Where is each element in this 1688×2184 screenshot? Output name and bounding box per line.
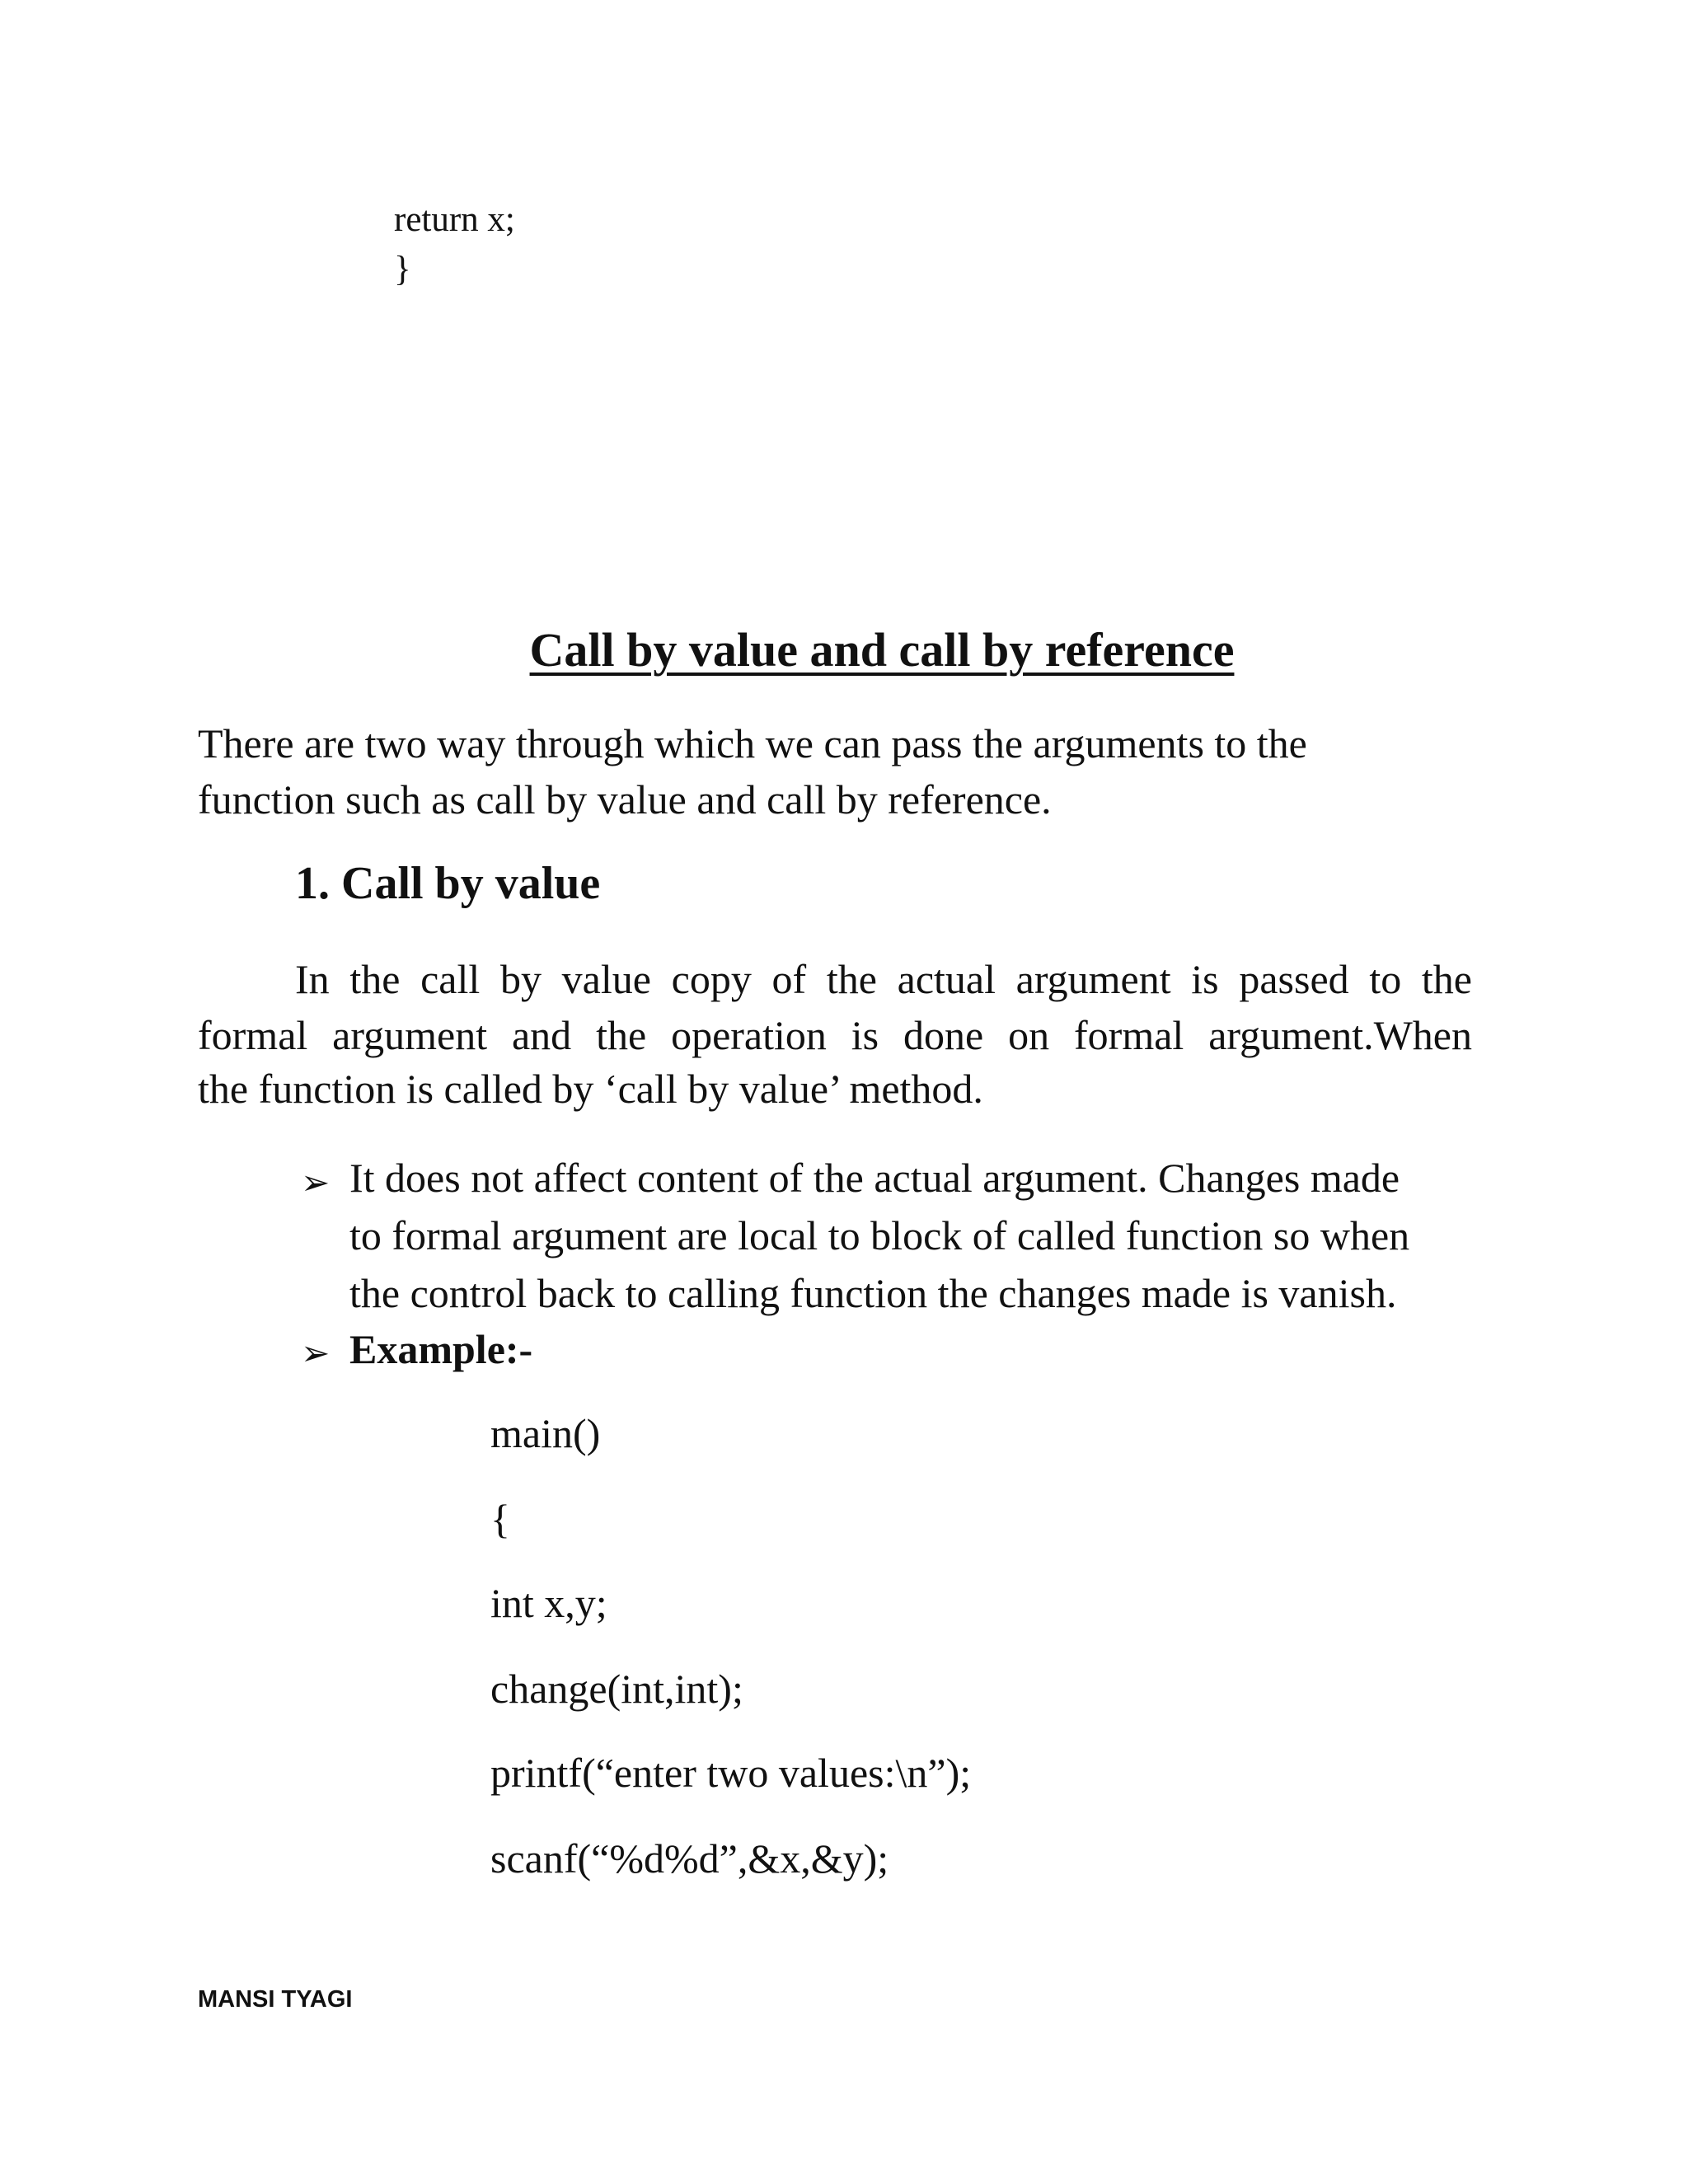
section-heading: Call by value and call by reference: [529, 623, 1235, 677]
paragraph-line: In the call by value copy of the actual argument is passed to the: [295, 956, 1472, 1002]
bullet-arrow-icon: ➢: [301, 1165, 331, 1202]
code-line: scanf(“%d%d”,&x,&y);: [490, 1835, 889, 1882]
code-line: main(): [490, 1410, 601, 1456]
code-line-return: return x;: [394, 200, 515, 239]
code-line: {: [490, 1496, 510, 1542]
bullet-text-line: It does not affect content of the actual argument. Changes made: [349, 1155, 1400, 1201]
subsection-heading: 1. Call by value: [295, 858, 601, 909]
intro-line: function such as call by value and call by reference.: [198, 776, 1052, 823]
code-line: change(int,int);: [490, 1666, 743, 1712]
bullet-text-line: the control back to calling function the changes made is vanish.: [349, 1270, 1397, 1316]
paragraph-line: formal argument and the operation is done on formal argument.When: [198, 1012, 1472, 1058]
bullet-text-line: to formal argument are local to block of called function so when: [349, 1212, 1410, 1258]
code-line: int x,y;: [490, 1580, 607, 1626]
example-label: Example:-: [349, 1326, 533, 1372]
code-line-closing-brace: }: [394, 250, 411, 288]
code-line: printf(“enter two values:\n”);: [490, 1750, 972, 1796]
bullet-arrow-icon: ➢: [301, 1335, 331, 1373]
intro-line: There are two way through which we can pass the arguments to the: [198, 720, 1307, 766]
paragraph-line: the function is called by ‘call by value’ method.: [198, 1066, 983, 1112]
page-footer-author: MANSI TYAGI: [198, 1986, 353, 2013]
